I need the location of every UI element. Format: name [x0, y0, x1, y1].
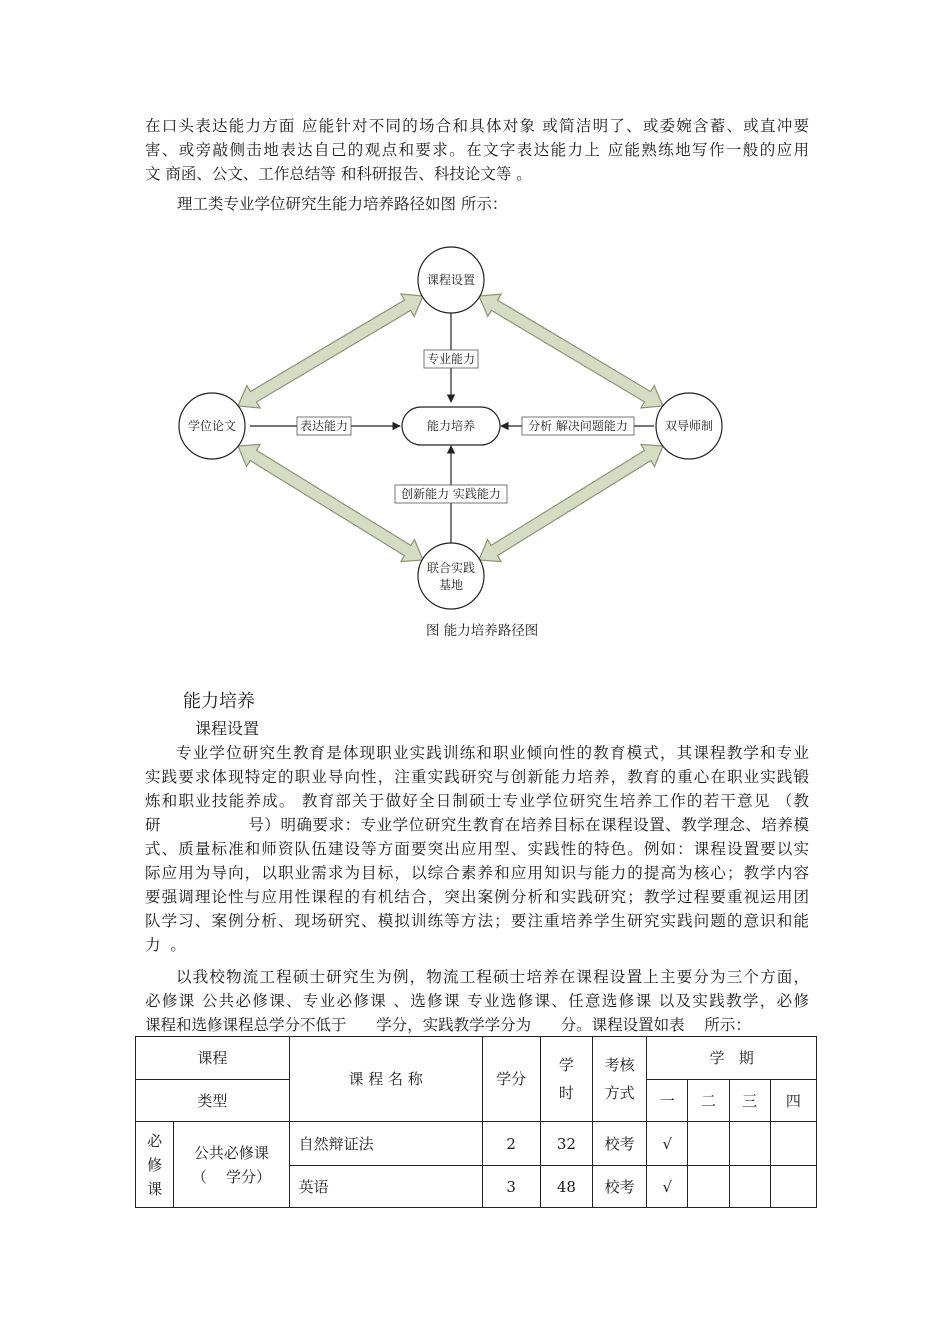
- node-dual-advisor-label: 双导师制: [664, 419, 714, 433]
- semester-3-mark: [729, 1166, 770, 1208]
- subsection-heading: 课程设置: [195, 719, 260, 738]
- node-practice-base-label: 基地: [438, 578, 464, 592]
- course-name: 英语: [289, 1166, 482, 1208]
- table-row: [136, 1122, 817, 1166]
- course-hours: 48: [540, 1166, 592, 1208]
- edge-label-innovation: 创新能力 实践能力: [401, 487, 501, 501]
- section-heading: 能力培养: [183, 691, 255, 712]
- paragraph-line: 际应用为导向，以职业需求为目标，以综合素养和应用知识与能力的提高为核心；教学内容: [145, 864, 809, 882]
- header-hours: 学 时: [540, 1037, 592, 1122]
- header-course-name: 课 程 名 称: [289, 1037, 482, 1122]
- header-category: 课程: [136, 1037, 290, 1080]
- course-hours: 32: [540, 1122, 592, 1166]
- semester-2-mark: [688, 1122, 729, 1166]
- figure-reference: 理工类专业学位研究生能力培养路径如图 所示：: [177, 195, 508, 213]
- ability-path-diagram: [170, 236, 740, 616]
- header-semester-4: 四: [770, 1080, 816, 1122]
- intro-line: 在口头表达能力方面 应能针对不同的场合和具体对象 或简洁明了、或委婉含蓄、或直冲要: [145, 117, 809, 135]
- group-required: 必 修 课: [136, 1122, 174, 1208]
- paragraph-course-setting: [145, 741, 809, 957]
- node-thesis-label: 学位论文: [187, 419, 237, 433]
- header-semester-1: 一: [647, 1080, 688, 1122]
- node-course-label: 课程设置: [426, 273, 476, 287]
- figure-caption: 图 能力培养路径图: [426, 623, 539, 639]
- node-practice-base: [418, 543, 484, 609]
- paragraph-line: 专业学位研究生教育是体现职业实践训练和职业倾向性的教育模式，其课程教学和专业: [176, 744, 809, 762]
- paragraph-line: 以我校物流工程硕士研究生为例，物流工程硕士培养在课程设置上主要分为三个方面，: [176, 968, 809, 986]
- semester-4-mark: [770, 1122, 816, 1166]
- paragraph-line: 式、质量标准和师资队伍建设等方面要突出应用型、实践性的特色。例如：课程设置要以实: [145, 840, 809, 858]
- header-type: 类型: [136, 1080, 290, 1122]
- edge-label-expression: 表达能力: [299, 419, 349, 433]
- paragraph-line: 要强调理论性与应用性课程的有机结合，突出案例分析和实践研究；教学过程要重视运用团: [145, 888, 809, 906]
- course-credits: 2: [482, 1122, 540, 1166]
- header-assessment: 考核 方式: [592, 1037, 646, 1122]
- course-assessment: 校考: [592, 1122, 646, 1166]
- intro-line: 害、或旁敲侧击地表达自己的观点和要求。在文字表达能力上 应能熟练地写作一般的应用: [145, 141, 809, 159]
- semester-4-mark: [770, 1166, 816, 1208]
- paragraph-line: 力 。: [145, 936, 186, 954]
- subgroup-public-required: 公共必修课 （ 学分）: [174, 1122, 290, 1208]
- header-semester: 学 期: [647, 1037, 817, 1080]
- semester-2-mark: [688, 1166, 729, 1208]
- semester-1-mark: √: [647, 1166, 688, 1208]
- edge-label-problem-solving: 分析 解决问题能力: [528, 419, 628, 433]
- paragraph-line: 队学习、案例分析、现场研究、模拟训练等方法；要注重培养学生研究实践问题的意识和能: [145, 912, 809, 930]
- arrow-course-dual-advisor: [479, 294, 663, 408]
- header-credits: 学分: [482, 1037, 540, 1122]
- arrow-course-thesis: [238, 294, 423, 408]
- course-assessment: 校考: [592, 1166, 646, 1208]
- intro-paragraph: [145, 114, 809, 186]
- intro-line: 文 商函、公文、工作总结等 和科研报告、科技论文等 。: [145, 165, 532, 183]
- semester-3-mark: [729, 1122, 770, 1166]
- course-table: [135, 1036, 817, 1208]
- paragraph-line: 实践要求体现特定的职业导向性，注重实践研究与创新能力培养，教育的重心在职业实践锻: [145, 768, 809, 786]
- node-practice-base-label: 联合实践: [426, 561, 476, 575]
- paragraph-line: 炼和职业技能养成。 教育部关于做好全日制硕士专业学位研究生培养工作的若干意见 （教: [145, 792, 809, 810]
- paragraph-example: [145, 965, 809, 1037]
- paragraph-line: 课程和选修课程总学分不低于 学分，实践教学学分为 分。课程设置如表 所示：: [145, 1016, 751, 1034]
- course-credits: 3: [482, 1166, 540, 1208]
- node-ability-training-label: 能力培养: [426, 419, 476, 433]
- paragraph-line: 研 号）明确要求：专业学位研究生教育在培养目标在课程设置、教学理念、培养模: [145, 816, 809, 834]
- header-semester-2: 二: [688, 1080, 729, 1122]
- edge-label-professional: 专业能力: [426, 352, 476, 366]
- paragraph-line: 必修课 公共必修课、专业必修课 、选修课 专业选修课、任意选修课 以及实践教学，必修: [145, 992, 809, 1010]
- header-semester-3: 三: [729, 1080, 770, 1122]
- course-name: 自然辩证法: [289, 1122, 482, 1166]
- semester-1-mark: √: [647, 1122, 688, 1166]
